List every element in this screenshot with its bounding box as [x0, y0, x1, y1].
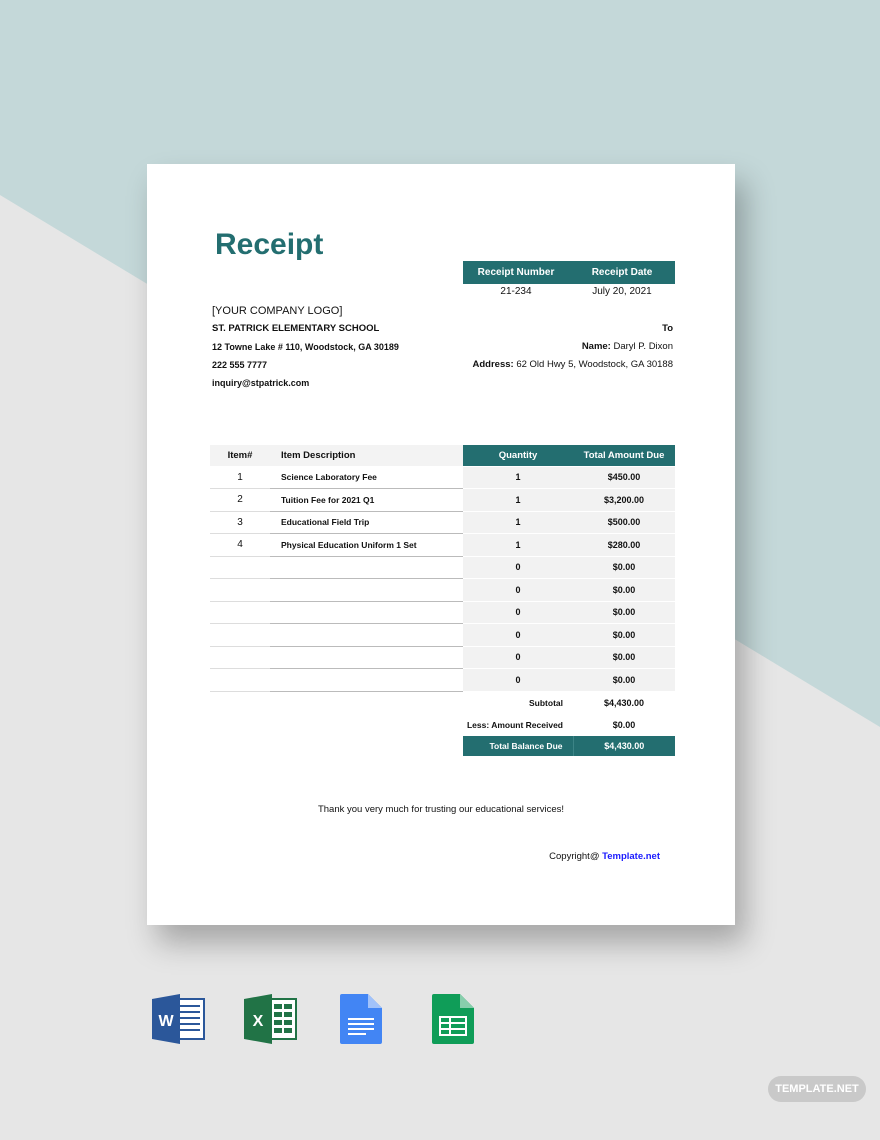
- google-sheets-icon[interactable]: [426, 993, 482, 1045]
- subtotal-label: Subtotal: [463, 691, 573, 714]
- table-row: [210, 624, 675, 647]
- name-value: Daryl P. Dixon: [613, 341, 673, 352]
- svg-text:W: W: [158, 1013, 174, 1030]
- item-amount: $0.00: [573, 579, 675, 602]
- header-description: Item Description: [270, 445, 463, 466]
- table-row: [210, 579, 675, 602]
- table-row: [210, 669, 675, 692]
- page-title: Receipt: [215, 228, 324, 261]
- item-amount: $0.00: [573, 646, 675, 669]
- name-label: Name:: [581, 341, 611, 352]
- item-amount: $3,200.00: [573, 489, 675, 512]
- total-balance-row: [210, 736, 675, 756]
- item-description: Science Laboratory Fee: [270, 466, 463, 489]
- item-description: [270, 624, 463, 647]
- item-amount: $0.00: [573, 624, 675, 647]
- item-number: 1: [210, 466, 270, 489]
- item-number: [210, 601, 270, 624]
- google-docs-icon[interactable]: [334, 993, 390, 1045]
- company-logo-placeholder: [YOUR COMPANY LOGO]: [212, 305, 343, 317]
- item-number: [210, 669, 270, 692]
- items-table: [210, 445, 675, 756]
- address-value: 62 Old Hwy 5, Woodstock, GA 30188: [516, 359, 673, 370]
- item-amount: $0.00: [573, 556, 675, 579]
- company-name: ST. PATRICK ELEMENTARY SCHOOL: [212, 323, 380, 334]
- item-number: 4: [210, 534, 270, 557]
- item-description: Physical Education Uniform 1 Set: [270, 534, 463, 557]
- company-email: inquiry@stpatrick.com: [212, 378, 310, 388]
- header-item-number: Item#: [210, 445, 270, 466]
- company-address: 12 Towne Lake # 110, Woodstock, GA 30189: [212, 342, 399, 352]
- template-net-link[interactable]: Template.net: [602, 851, 660, 862]
- receipt-date: July 20, 2021: [592, 286, 652, 297]
- excel-icon[interactable]: [242, 993, 298, 1045]
- recipient-address: [473, 359, 674, 370]
- item-description: [270, 646, 463, 669]
- company-phone: 222 555 7777: [212, 360, 268, 370]
- item-amount: $0.00: [573, 601, 675, 624]
- total-balance-label: Total Balance Due: [463, 736, 573, 756]
- item-quantity: 0: [463, 601, 573, 624]
- item-number: [210, 556, 270, 579]
- receipt-date-label: Receipt Date: [591, 267, 653, 278]
- item-amount: $280.00: [573, 534, 675, 557]
- item-number: 2: [210, 489, 270, 512]
- item-amount: $0.00: [573, 669, 675, 692]
- table-row: [210, 601, 675, 624]
- table-row: [210, 511, 675, 534]
- word-icon[interactable]: [150, 993, 206, 1045]
- receipt-number: 21-234: [500, 286, 532, 297]
- item-quantity: 0: [463, 624, 573, 647]
- svg-text:X: X: [252, 1013, 264, 1030]
- table-row: [210, 556, 675, 579]
- item-number: [210, 624, 270, 647]
- item-quantity: 1: [463, 489, 573, 512]
- item-quantity: 1: [463, 511, 573, 534]
- table-row: [210, 534, 675, 557]
- item-description: [270, 669, 463, 692]
- thank-you-note: Thank you very much for trusting our educational services!: [317, 804, 565, 815]
- file-format-icons: [150, 993, 482, 1045]
- header-quantity: Quantity: [463, 445, 573, 466]
- table-row: [210, 489, 675, 512]
- item-quantity: 0: [463, 646, 573, 669]
- item-quantity: 1: [463, 466, 573, 489]
- item-description: Educational Field Trip: [270, 511, 463, 534]
- copyright: [549, 851, 660, 862]
- item-description: [270, 579, 463, 602]
- item-description: [270, 556, 463, 579]
- receipt-number-label: Receipt Number: [477, 267, 555, 278]
- amount-received-row: [210, 714, 675, 737]
- to-label: To: [662, 323, 673, 334]
- copyright-prefix: Copyright@: [549, 851, 600, 862]
- item-quantity: 0: [463, 556, 573, 579]
- table-row: [210, 646, 675, 669]
- item-description: Tuition Fee for 2021 Q1: [270, 489, 463, 512]
- item-quantity: 1: [463, 534, 573, 557]
- table-row: [210, 466, 675, 489]
- item-quantity: 0: [463, 579, 573, 602]
- table-header: [210, 445, 675, 466]
- item-number: [210, 646, 270, 669]
- receipt-document: [147, 164, 735, 925]
- item-description: [270, 601, 463, 624]
- item-amount: $500.00: [573, 511, 675, 534]
- header-amount: Total Amount Due: [573, 445, 675, 466]
- address-label: Address:: [472, 359, 514, 370]
- amount-received-value: $0.00: [573, 714, 675, 737]
- item-number: [210, 579, 270, 602]
- subtotal-row: [210, 691, 675, 714]
- recipient-name: [582, 341, 673, 352]
- item-quantity: 0: [463, 669, 573, 692]
- subtotal-value: $4,430.00: [573, 691, 675, 714]
- item-number: 3: [210, 511, 270, 534]
- template-net-badge: TEMPLATE.NET: [768, 1076, 866, 1102]
- amount-received-label: Less: Amount Received: [463, 714, 573, 737]
- item-amount: $450.00: [573, 466, 675, 489]
- receipt-info-values: [463, 286, 675, 297]
- total-balance-value: $4,430.00: [573, 736, 675, 756]
- receipt-info-header: [463, 261, 675, 284]
